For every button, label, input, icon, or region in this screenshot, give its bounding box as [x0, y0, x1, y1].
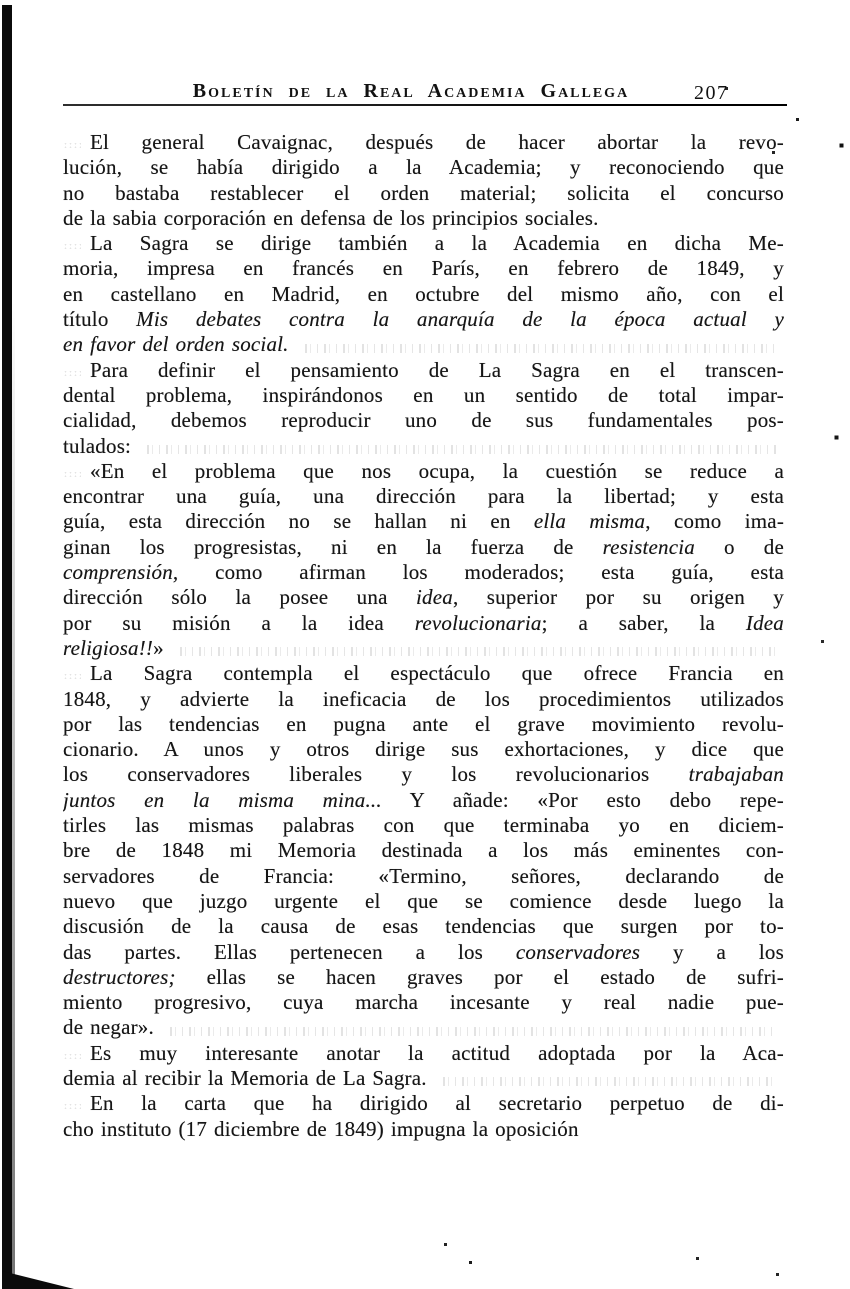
text-line-content	[63, 864, 784, 888]
paragraph	[63, 358, 784, 459]
text-line-content	[63, 509, 784, 533]
bleed-through-artifact	[170, 1027, 776, 1036]
text-segment: de la sabia corporación en defensa de los principios sociales.	[63, 205, 599, 230]
text-segment: cionario. A unos y otros dirige sus exhortaciones, y dice que	[63, 737, 784, 762]
text-segment: moria, impresa en francés en París, en febrero de 1849, y	[63, 256, 784, 281]
text-line-content	[63, 585, 784, 609]
text-line	[63, 889, 784, 914]
italic-text-segment: Idea	[745, 610, 784, 635]
text-segment: en castellano en Madrid, en octubre del mismo año, con el	[63, 281, 784, 306]
text-segment: , como ima-	[645, 509, 784, 534]
italic-text-segment: en favor del orden social.	[63, 332, 289, 357]
text-line-content	[63, 990, 784, 1014]
text-line-content	[63, 206, 599, 230]
text-segment: o de	[695, 534, 784, 559]
text-line-content	[90, 1041, 784, 1065]
text-line-content	[63, 484, 784, 508]
text-line	[63, 509, 784, 534]
text-segment: La Sagra contempla el espectáculo que ofrece Francia en	[90, 661, 784, 686]
text-line	[63, 990, 784, 1015]
scan-speckles	[0, 0, 1, 1]
text-line-content	[63, 256, 784, 280]
text-line-content	[63, 611, 784, 635]
text-line	[63, 636, 784, 661]
text-segment: 1848, y advierte la ineficacia de los procedimientos utilizados	[63, 686, 784, 711]
text-segment: por su misión a la idea	[63, 610, 415, 635]
text-line-content	[63, 282, 784, 306]
text-segment: por las tendencias en pugna ante el grave movimiento revolu-	[63, 711, 784, 736]
text-segment: ellas se hacen graves por el estado de sufri-	[175, 964, 784, 989]
bleed-through-artifact	[180, 647, 776, 656]
text-line-content	[63, 332, 289, 357]
text-line-content	[63, 155, 784, 179]
text-line-content	[90, 231, 784, 255]
text-line-content	[63, 408, 784, 432]
paragraph	[63, 459, 784, 661]
text-segment: discusión de la causa de esas tendencias que surgen por to-	[63, 914, 784, 939]
text-segment: bre de 1848 mi Memoria destinada a los más eminentes con-	[63, 838, 784, 863]
text-line	[63, 788, 784, 813]
text-line	[63, 687, 784, 712]
text-segment: cho instituto (17 diciembre de 1849) impugna la oposición	[63, 1116, 579, 1141]
italic-text-segment: Mis debates contra la anarquía de la época actual y	[136, 307, 784, 332]
text-segment: no bastaba restablecer el orden material; solicita el concurso	[63, 180, 784, 205]
text-line-content	[90, 358, 784, 382]
page-number: 207	[694, 82, 729, 104]
text-segment: nuevo que juzgo urgente el que se comience desde luego la	[63, 888, 784, 913]
text-line-content	[63, 307, 784, 331]
text-line	[63, 914, 784, 939]
binding-shadow-bar	[2, 5, 12, 1289]
text-body	[63, 130, 784, 1142]
text-line	[63, 1041, 784, 1066]
text-line-content	[63, 535, 784, 559]
text-line-content	[63, 889, 784, 913]
text-line	[63, 940, 784, 965]
text-segment: Es muy interesante anotar la actitud adoptada por la Aca-	[90, 1040, 784, 1065]
italic-text-segment: juntos en la misma mina...	[63, 787, 382, 812]
paragraph	[63, 231, 784, 357]
text-segment: das partes. Ellas pertenecen a los	[63, 939, 516, 964]
text-line-content	[63, 181, 784, 205]
text-segment: Y añade: «Por esto debo repe-	[381, 787, 784, 812]
text-line-content	[90, 1091, 784, 1115]
bleed-through-artifact	[443, 1077, 776, 1086]
text-segment: dental problema, inspirándonos en un sentido de total impar-	[63, 382, 784, 407]
text-line-content	[90, 661, 784, 685]
text-segment: miento progresivo, cuya marcha incesante y real nadie pue-	[63, 990, 784, 1015]
text-segment: de negar».	[63, 1015, 154, 1040]
text-line-content	[63, 687, 784, 711]
text-line-content	[63, 813, 784, 837]
italic-text-segment: ella misma	[533, 509, 646, 534]
text-line	[63, 332, 784, 357]
text-line	[63, 459, 784, 484]
binding-shadow-soft	[12, 300, 15, 1289]
text-line	[63, 661, 784, 686]
text-segment: título	[63, 307, 137, 332]
text-line-content	[63, 788, 784, 812]
text-line	[63, 1066, 784, 1091]
paragraph	[63, 1041, 784, 1092]
text-line-content	[63, 940, 784, 964]
text-line	[63, 383, 784, 408]
text-segment: »	[153, 635, 164, 660]
running-title: Boletín de la Real Academia Gallega	[192, 80, 630, 102]
italic-text-segment: revolucionaria	[414, 610, 542, 635]
bleed-through-artifact	[305, 344, 776, 353]
text-line	[63, 712, 784, 737]
text-line-content	[63, 838, 784, 862]
text-segment: dirección sólo la posee una	[63, 585, 416, 610]
text-line	[63, 864, 784, 889]
text-line	[63, 155, 784, 180]
text-line-content	[90, 130, 784, 154]
text-line	[63, 560, 784, 585]
text-line-content	[63, 914, 784, 938]
text-line	[63, 762, 784, 787]
text-segment: ginan los progresistas, ni en la fuerza de	[63, 534, 603, 559]
text-line-content	[63, 1015, 154, 1040]
text-line	[63, 434, 784, 459]
italic-text-segment: resistencia	[602, 534, 695, 559]
text-line	[63, 1117, 784, 1142]
text-line	[63, 535, 784, 560]
text-segment: encontrar una guía, una dirección para la libertad; y esta	[63, 484, 784, 509]
text-line	[63, 965, 784, 990]
text-line	[63, 307, 784, 332]
italic-text-segment: idea	[415, 585, 453, 610]
text-segment: En la carta que ha dirigido al secretario perpetuo de di-	[90, 1091, 784, 1116]
paragraph	[63, 1091, 784, 1142]
bleed-through-artifact	[147, 445, 776, 454]
text-segment: como afirman los moderados; esta guía, esta	[178, 560, 784, 585]
text-segment: , superior por su origen y	[452, 585, 784, 610]
text-line-content	[90, 459, 784, 483]
text-line	[63, 611, 784, 636]
text-segment: La Sagra se dirige también a la Academia en dicha Me-	[90, 231, 784, 256]
text-segment: tirles las mismas palabras con que terminaba yo en diciem-	[63, 813, 784, 838]
text-segment: lución, se había dirigido a la Academia; y reconociendo que	[63, 155, 784, 180]
text-line	[63, 408, 784, 433]
italic-text-segment: comprensión,	[63, 560, 179, 585]
text-line-content	[63, 965, 784, 989]
text-segment: guía, esta dirección no se hallan ni en	[63, 509, 534, 534]
text-line	[63, 256, 784, 281]
text-line	[63, 181, 784, 206]
text-segment: ; a saber, la	[541, 610, 746, 635]
text-line-content	[63, 1117, 579, 1141]
text-line	[63, 1015, 784, 1040]
text-line-content	[63, 383, 784, 407]
text-line-content	[63, 636, 164, 661]
italic-text-segment: conservadores	[515, 939, 641, 964]
paragraph	[63, 661, 784, 1040]
text-segment: Para definir el pensamiento de La Sagra en el transcen-	[90, 357, 784, 382]
text-line	[63, 838, 784, 863]
italic-text-segment: religiosa!!	[63, 635, 154, 660]
text-line	[63, 585, 784, 610]
text-segment: «En el problema que nos ocupa, la cuestión se reduce a	[90, 458, 784, 483]
paragraph	[63, 130, 784, 231]
text-segment: El general Cavaignac, después de hacer abortar la revo-	[90, 130, 784, 154]
italic-text-segment: destructores;	[63, 964, 176, 989]
text-line-content	[63, 434, 131, 459]
text-line	[63, 1091, 784, 1116]
text-segment: servadores de Francia: «Termino, señores, declarando de	[63, 863, 784, 888]
text-line	[63, 484, 784, 509]
text-segment: cialidad, debemos reproducir uno de sus fundamentales pos-	[63, 408, 784, 433]
text-line-content	[63, 560, 784, 584]
text-line	[63, 813, 784, 838]
text-segment: y a los	[640, 939, 784, 964]
text-line	[63, 206, 784, 231]
text-line-content	[63, 1066, 427, 1091]
text-line	[63, 358, 784, 383]
text-line	[63, 231, 784, 256]
text-line	[63, 130, 784, 155]
text-line-content	[63, 737, 784, 761]
text-line	[63, 282, 784, 307]
text-line	[63, 737, 784, 762]
text-line-content	[63, 762, 784, 786]
italic-text-segment: trabajaban	[688, 762, 784, 787]
text-segment: demia al recibir la Memoria de La Sagra.	[63, 1065, 427, 1090]
text-line-content	[63, 712, 784, 736]
text-segment: tulados:	[63, 433, 132, 458]
header-rule	[63, 104, 787, 106]
text-segment: los conservadores liberales y los revolucionarios	[63, 762, 689, 787]
